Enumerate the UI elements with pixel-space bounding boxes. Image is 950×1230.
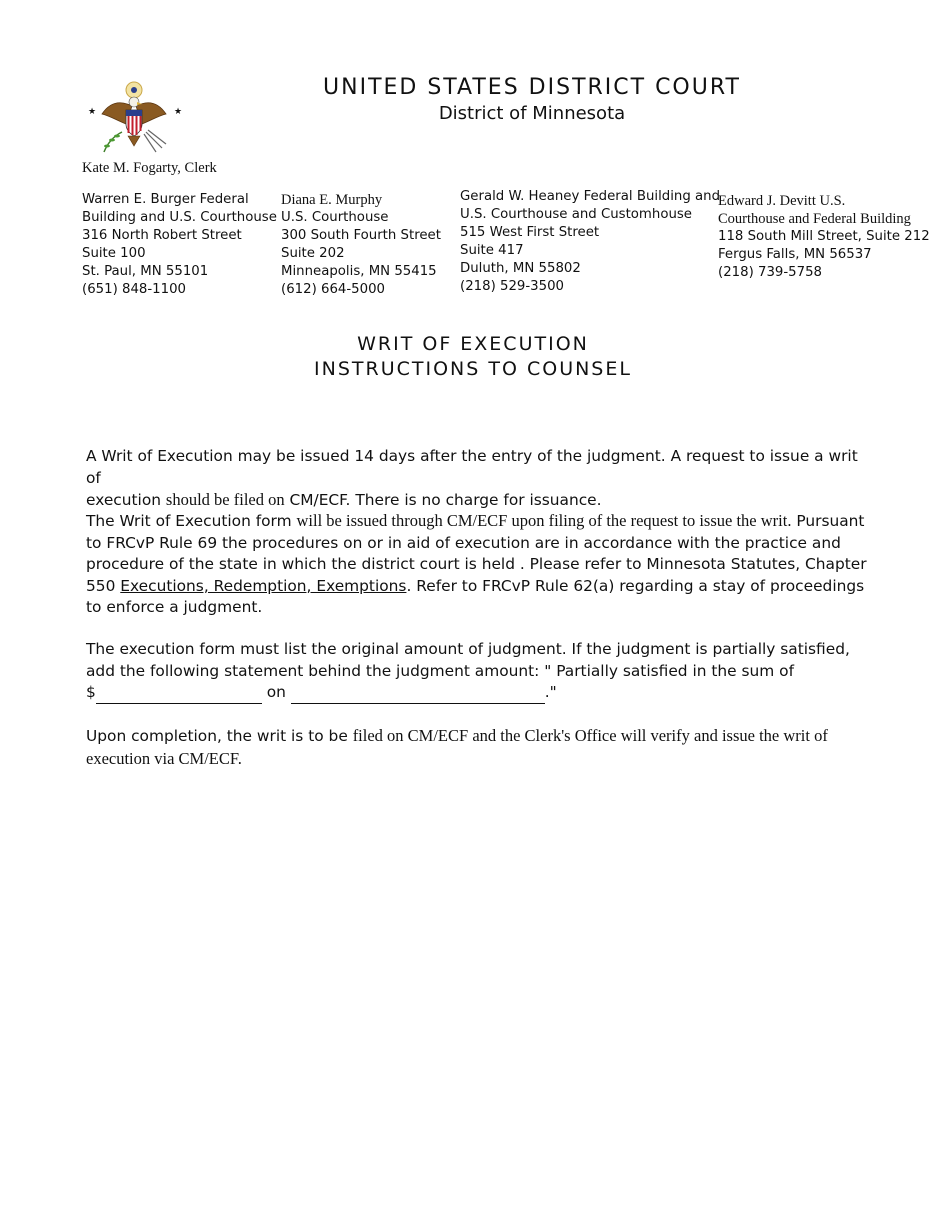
office-st-paul xyxy=(82,191,277,299)
statute-link[interactable]: Executions, Redemption, Exemptions xyxy=(120,576,407,595)
paragraph-text: Upon completion, the writ is to be xyxy=(86,727,353,745)
office-line: 300 South Fourth Street xyxy=(281,228,441,243)
office-duluth xyxy=(460,188,720,296)
paragraph-text: will be issued through CM/ECF upon filing of the request to issue the writ. xyxy=(296,511,792,530)
court-district: District of Minnesota xyxy=(438,103,626,124)
office-line: Minneapolis, MN 55415 xyxy=(281,264,437,279)
office-line: Fergus Falls, MN 56537 xyxy=(718,247,872,262)
paragraph-text: filed on CM/ECF and the Clerk's Office will verify and issue the writ of execution via CM/ECF. xyxy=(86,726,828,768)
paragraph-text: on xyxy=(261,683,291,701)
svg-text:★: ★ xyxy=(174,107,183,117)
paragraph-text: The execution form must list the original amount of judgment. If the judgment is partially satisfied, add the following statement behind the judgment amount: " Partially satisfied in the sum of xyxy=(86,640,850,680)
court-name: UNITED STATES DISTRICT COURT xyxy=(323,75,741,100)
office-minneapolis xyxy=(281,191,441,299)
clerk-name: Kate M. Fogarty, Clerk xyxy=(82,160,217,176)
office-line: Edward J. Devitt U.S. xyxy=(718,193,846,209)
office-line: U.S. Courthouse xyxy=(281,210,389,225)
office-line: Warren E. Burger Federal xyxy=(82,192,249,207)
paragraph-text: A Writ of Execution may be issued 14 days after the entry of the judgment. A request to issue a writ of xyxy=(86,447,858,487)
paragraph-issuance xyxy=(86,446,876,512)
office-line: 316 North Robert Street xyxy=(82,228,242,243)
office-line: U.S. Courthouse and Customhouse xyxy=(460,207,692,222)
paragraph-text: The Writ of Execution form xyxy=(86,512,297,530)
office-line: Suite 417 xyxy=(460,243,524,258)
paragraph-procedure xyxy=(86,510,876,619)
office-line: (218) 739-5758 xyxy=(718,265,822,280)
office-line: 515 West First Street xyxy=(460,225,600,240)
date-blank-field[interactable] xyxy=(291,685,545,704)
svg-text:★: ★ xyxy=(88,107,97,117)
dollar-sign: $ xyxy=(86,683,96,701)
paragraph-text: ." xyxy=(544,683,557,701)
paragraph-completion xyxy=(86,725,876,770)
office-line: (612) 664-5000 xyxy=(281,282,385,297)
office-line: Building and U.S. Courthouse xyxy=(82,210,277,225)
paragraph-text: . Refer to FRCvP Rule 62(a) regarding a stay of proceedings to enforce a judgment. xyxy=(86,576,865,616)
office-line: (651) 848-1100 xyxy=(82,282,186,297)
office-line: Diana E. Murphy xyxy=(281,192,383,208)
office-line: Courthouse and Federal Building xyxy=(718,211,911,227)
paragraph-amount xyxy=(86,639,876,704)
office-line: Suite 202 xyxy=(281,246,345,261)
paragraph-text: Pursuant to FRCvP Rule 69 the procedures on or in aid of execution are in accordance with the practice and procedure of the state in which the district court is held . Please refer to Minnesota Statutes, Chapter 550 xyxy=(86,512,867,595)
office-line: St. Paul, MN 55101 xyxy=(82,264,209,279)
office-line: Gerald W. Heaney Federal Building and xyxy=(460,189,721,204)
office-fergus-falls xyxy=(718,192,930,282)
amount-blank-field[interactable] xyxy=(96,685,262,704)
paragraph-text: CM/ECF. There is no charge for issuance. xyxy=(284,491,602,509)
office-line: 118 South Mill Street, Suite 212 xyxy=(718,229,930,244)
office-line: (218) 529-3500 xyxy=(460,279,564,294)
paragraph-text: execution xyxy=(86,491,166,509)
paragraph-text: should be filed on xyxy=(165,490,285,509)
document-title: WRIT OF EXECUTION xyxy=(357,333,589,355)
office-line: Suite 100 xyxy=(82,246,146,261)
office-line: Duluth, MN 55802 xyxy=(460,261,581,276)
document-subtitle: INSTRUCTIONS TO COUNSEL xyxy=(314,358,632,380)
